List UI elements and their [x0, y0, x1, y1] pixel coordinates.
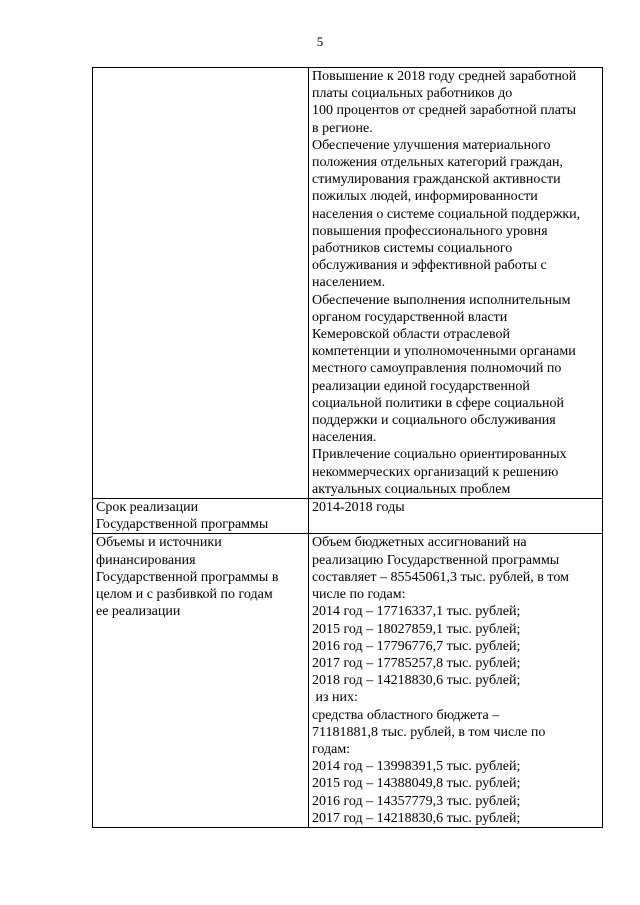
- text-line: актуальных социальных проблем: [312, 481, 511, 497]
- funding-year-line: 2015 год – 14388049,8 тыс. рублей;: [312, 776, 521, 792]
- text-line: Государственной программы в: [96, 569, 279, 585]
- text-line: населением.: [312, 275, 386, 291]
- funding-year-line: 2014 год – 13998391,5 тыс. рублей;: [312, 759, 521, 775]
- text-line: повышения профессионального уровня: [312, 223, 548, 239]
- table-row-funding: [93, 534, 603, 827]
- text-line: социальной политики в сфере социальной: [312, 395, 564, 411]
- goal-paragraph: [312, 137, 599, 292]
- page-number: 5: [316, 34, 324, 49]
- text-line: поддержки и социального обслуживания: [312, 413, 556, 429]
- table-row-goals: [93, 68, 603, 499]
- text-line: числе по годам:: [312, 587, 406, 603]
- text-line: Обеспечение выполнения исполнительным: [312, 292, 571, 308]
- text-line: в регионе.: [312, 120, 373, 136]
- text-line: ее реализации: [96, 604, 181, 620]
- funding-year-line: 2018 год – 14218830,6 тыс. рублей;: [312, 673, 521, 689]
- text-line: платы социальных работников до: [312, 86, 513, 102]
- text-line: 71181881,8 тыс. рублей, в том числе по: [312, 724, 546, 740]
- text-line: населения о системе социальной поддержки,: [312, 206, 581, 222]
- goal-paragraph: [312, 68, 599, 137]
- funding-year-line: 2016 год – 17796776,7 тыс. рублей;: [312, 638, 521, 654]
- goals-content-cell: [309, 68, 603, 499]
- text-line: годам:: [312, 741, 351, 757]
- text-line: Объемы и источники: [96, 535, 222, 551]
- funding-year-line: 2015 год – 18027859,1 тыс. рублей;: [312, 621, 521, 637]
- text-line: целом и с разбивкой по годам: [96, 587, 273, 603]
- period-value-cell: [309, 499, 603, 534]
- text-line: средства областного бюджета –: [312, 707, 500, 723]
- text-line: некоммерческих организаций к решению: [312, 464, 559, 480]
- text-line: финансирования: [96, 552, 196, 568]
- period-value: 2014-2018 годы: [312, 500, 405, 516]
- table-row-period: [93, 499, 603, 534]
- text-line: Кемеровской области отраслевой: [312, 327, 510, 343]
- text-line: обслуживания и эффективной работы с: [312, 258, 547, 274]
- text-line: местного самоуправления полномочий по: [312, 361, 562, 377]
- goal-paragraph: [312, 292, 599, 447]
- text-line: положения отдельных категорий граждан,: [312, 155, 564, 171]
- funding-year-line: 2014 год – 17716337,1 тыс. рублей;: [312, 604, 521, 620]
- funding-label-cell: [93, 534, 309, 827]
- text-line: пожилых людей, информированности: [312, 189, 538, 205]
- text-line: стимулирования гражданской активности: [312, 172, 561, 188]
- text-line: работников системы социального: [312, 241, 513, 257]
- text-line: 100 процентов от средней заработной платы: [312, 103, 577, 119]
- text-line: Государственной программы: [96, 517, 269, 533]
- text-line: Повышение к 2018 году средней заработной: [312, 69, 577, 84]
- text-line: из них:: [312, 690, 358, 706]
- program-passport-table: [92, 67, 603, 828]
- text-line: населения.: [312, 430, 377, 446]
- goals-label-cell: [93, 68, 309, 499]
- text-line: органом государственной власти: [312, 309, 508, 325]
- funding-year-line: 2017 год – 17785257,8 тыс. рублей;: [312, 655, 521, 671]
- text-line: компетенции и уполномоченными органами: [312, 344, 576, 360]
- funding-year-line: 2017 год – 14218830,6 тыс. рублей;: [312, 810, 521, 826]
- text-line: Привлечение социально ориентированных: [312, 447, 567, 463]
- text-line: Срок реализации: [96, 500, 199, 516]
- goal-paragraph: [312, 446, 599, 498]
- text-line: составляет – 85545061,3 тыс. рублей, в том: [312, 569, 569, 585]
- funding-year-line: 2016 год – 14357779,3 тыс. рублей;: [312, 793, 521, 809]
- text-line: реализации единой государственной: [312, 378, 530, 394]
- funding-content-cell: [309, 534, 603, 827]
- period-label-cell: [93, 499, 309, 534]
- text-line: Объем бюджетных ассигнований на: [312, 535, 527, 551]
- text-line: Обеспечение улучшения материального: [312, 137, 551, 153]
- text-line: реализацию Государственной программы: [312, 552, 560, 568]
